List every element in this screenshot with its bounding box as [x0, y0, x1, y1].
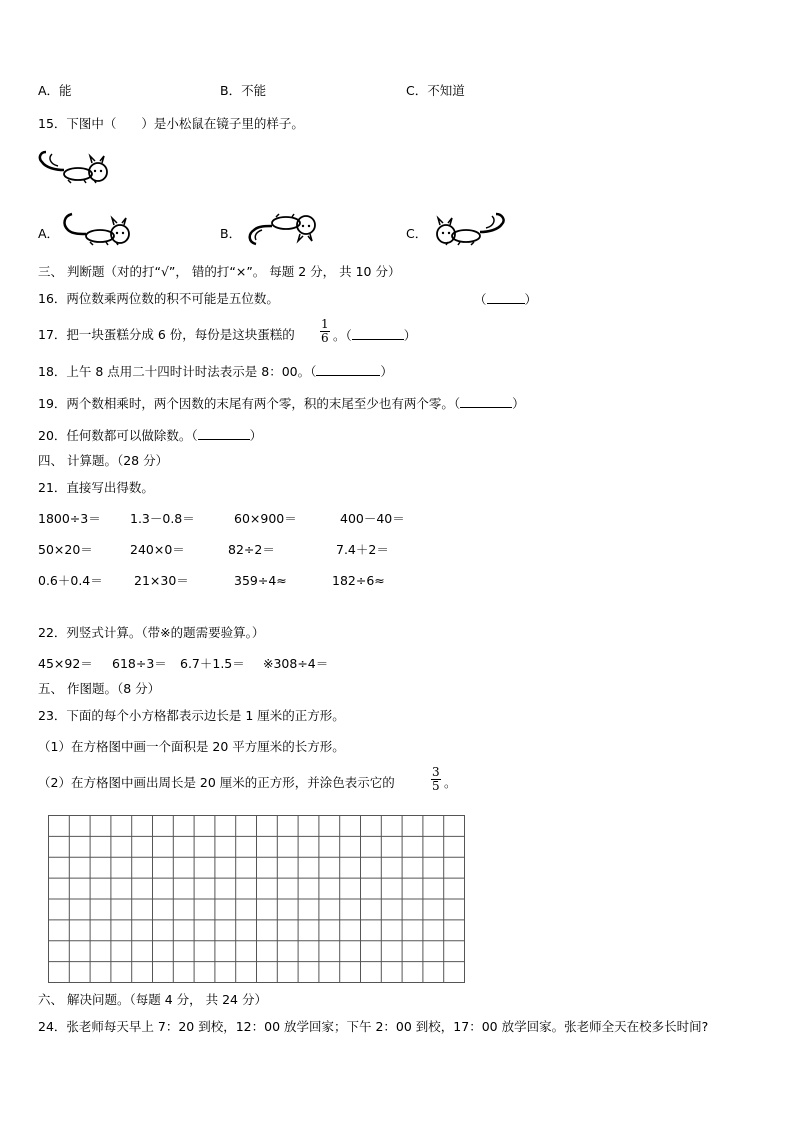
- calc-item: 21×30＝: [134, 573, 189, 588]
- calc-item: 1800÷3＝: [38, 511, 101, 526]
- option-c: C．不知道: [406, 83, 465, 98]
- q20-paren-right: ）: [249, 428, 263, 443]
- question-18: [38, 363, 393, 380]
- q15-option-a-label: A．: [38, 226, 60, 241]
- squirrel-option-c-image: [430, 210, 506, 248]
- question-24: 24．张老师每天早上 7：20 到校，12：00 放学回家；下午 2：00 到校，17：00 放学回家。张老师全天在校多长时间?: [38, 1019, 709, 1034]
- squirrel-option-b-image: [246, 210, 322, 248]
- option-b: B．不能: [220, 83, 267, 98]
- calc-item: 7.4＋2＝: [336, 542, 389, 557]
- q23-part-2-end: 。: [444, 775, 457, 790]
- q18-text: 18．上午 8 点用二十四时计时法表示是 8：00。（: [38, 364, 317, 379]
- question-23-part-1: （1）在方格图中画一个面积是 20 平方厘米的长方形。: [38, 739, 345, 754]
- calc-item: 50×20＝: [38, 542, 93, 557]
- q16-paren-right: ）: [524, 292, 538, 307]
- squirrel-option-a-image: [60, 210, 136, 248]
- calc-item: 60×900＝: [234, 511, 297, 526]
- square-grid[interactable]: [48, 815, 465, 983]
- vertical-calc-item: ※308÷4＝: [263, 656, 329, 671]
- squirrel-original-image: [38, 148, 114, 186]
- q15-option-b-label: B．: [220, 226, 242, 241]
- q17-fraction-denominator: 6: [321, 331, 329, 345]
- q15-option-c-label: C．: [406, 226, 428, 241]
- q23-fraction-denominator: 5: [432, 779, 440, 793]
- question-21: 21．直接写出得数。: [38, 480, 154, 495]
- q20-text: 20．任何数都可以做除数。（: [38, 428, 198, 443]
- q17-paren-right: ）: [403, 328, 417, 343]
- vertical-calc-item: 618÷3＝: [112, 656, 167, 671]
- calc-item: 0.6＋0.4＝: [38, 573, 103, 588]
- q19-paren-right: ）: [512, 396, 525, 411]
- vertical-calc-item: 6.7＋1.5＝: [180, 656, 245, 671]
- q17-post-text: 。（: [333, 328, 352, 343]
- option-a: A．能: [38, 83, 72, 98]
- question-17-text: 17．把一块蛋糕分成 6 份，每份是这块蛋糕的: [38, 327, 295, 342]
- q17-answer-blank: [333, 327, 416, 344]
- q16-paren-left: （: [474, 292, 487, 307]
- calc-item: 400－40＝: [340, 511, 405, 526]
- calc-item: 1.3－0.8＝: [130, 511, 195, 526]
- calc-item: 182÷6≈: [332, 573, 385, 588]
- q23-fraction: [431, 766, 441, 793]
- section-3-title: 三、 判断题（对的打“√”， 错的打“×”。 每题 2 分， 共 10 分）: [38, 264, 401, 279]
- section-5-title: 五、 作图题。（8 分）: [38, 681, 161, 696]
- question-23: 23．下面的每个小方格都表示边长是 1 厘米的正方形。: [38, 708, 345, 723]
- question-23-part-2: （2）在方格图中画出周长是 20 厘米的正方形，并涂色表示它的: [38, 775, 395, 790]
- question-19: [38, 395, 525, 412]
- section-4-title: 四、 计算题。（28 分）: [38, 453, 169, 468]
- calc-item: 82÷2＝: [228, 542, 275, 557]
- q17-fraction: [320, 318, 330, 345]
- vertical-calc-item: 45×92＝: [38, 656, 93, 671]
- q18-paren-right: ）: [380, 364, 393, 379]
- q19-text: 19．两个数相乘时，两个因数的末尾有两个零，积的末尾至少也有两个零。（: [38, 396, 461, 411]
- question-22: 22．列竖式计算。（带※的题需要验算。）: [38, 625, 265, 640]
- question-16: 16．两位数乘两位数的积不可能是五位数。: [38, 291, 279, 306]
- section-6-title: 六、 解决问题。（每题 4 分， 共 24 分）: [38, 992, 267, 1007]
- q17-fraction-numerator: 1: [321, 317, 329, 331]
- q16-answer-blank: [474, 291, 537, 308]
- question-20: [38, 427, 262, 444]
- calc-item: 240×0＝: [130, 542, 185, 557]
- q23-fraction-numerator: 3: [432, 765, 440, 779]
- calc-item: 359÷4≈: [234, 573, 287, 588]
- question-15: 15．下图中（ ）是小松鼠在镜子里的样子。: [38, 116, 304, 131]
